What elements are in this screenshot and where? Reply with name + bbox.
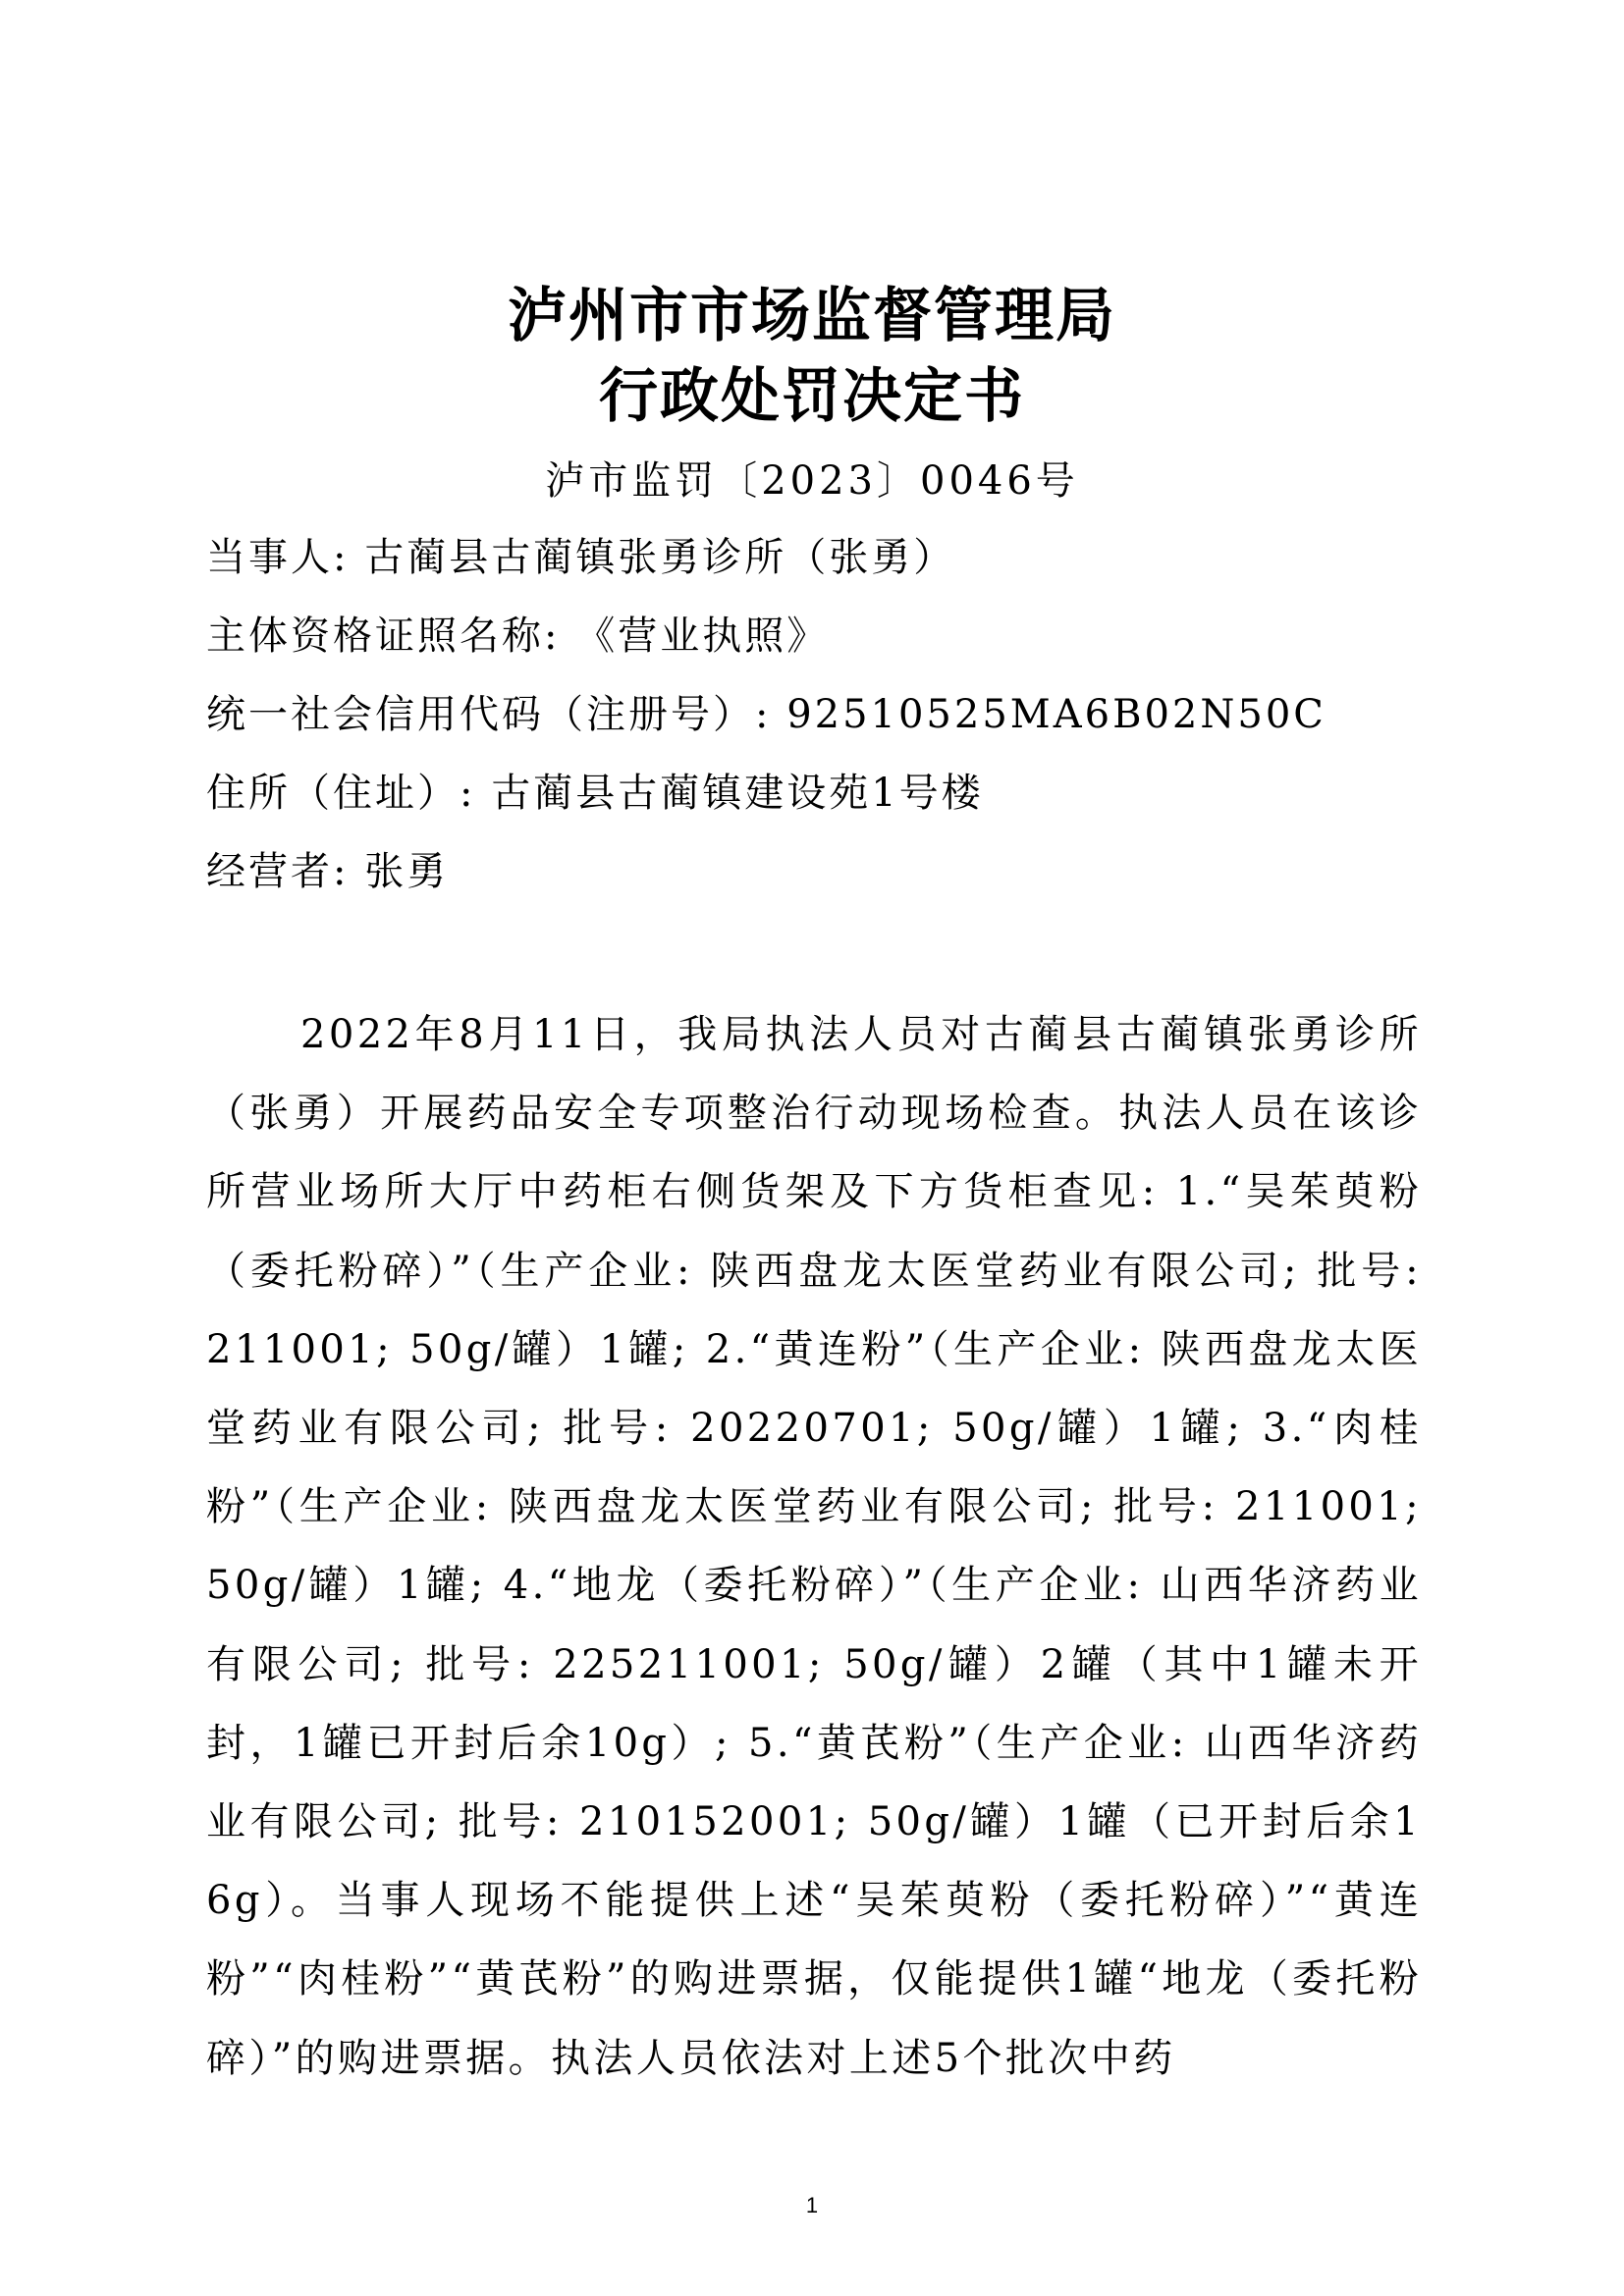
credit-code: 统一社会信用代码（注册号）: 92510525MA6B02N50C [206,692,1326,737]
party-name: 当事人: 古蔺县古蔺镇张勇诊所（张勇） [206,535,956,580]
body-paragraph: 2022年8月11日，我局执法人员对古蔺县古蔺镇张勇诊所（张勇）开展药品安全专项整治行动现场检查。执法人员在该诊所营业场所大厅中药柜右侧货架及下方货柜查见: 1.“吴茱萸粉（委托粉碎）”（生产企业: 陕西盘龙太医堂药业有限公司; 批号: 211001; 50g/罐）1罐; 2.“黄连粉”（生产企业: 陕西盘龙太医堂药业有限公司; 批号: 20220701; 50g/罐）1罐; 3.“肉桂粉”（生产企业: 陕西盘龙太医堂药业有限公司; 批号: 211001; 50g/罐）1罐; 4.“地龙（委托粉碎）”（生产企业: 山西华济药业有限公司; 批号: 225211001; 50g/罐）2罐（其中1罐未开封，1罐已开封后余10g）; 5.“黄芪粉”（生产企业: 山西华济药业有限公司; 批号: 210152001; 50g/罐）1罐（已开封后余16g）。当事人现场不能提供上述“吴茱萸粉（委托粉碎）”“黄连粉”“肉桂粉”“黄芪粉”的购进票据，仅能提供1罐“地龙（委托粉碎）”的购进票据。执法人员依法对上述5个批次中药 [206,1012,1422,2081]
operator: 经营者: 张勇 [206,849,450,894]
document-title-agency: 泸州市市场监督管理局 [508,282,1116,350]
address: 住所（住址）: 古蔺县古蔺镇建设苑1号楼 [206,771,984,816]
license-name: 主体资格证照名称: 《营业执照》 [206,614,830,659]
document-number: 泸市监罚〔2023〕0046号 [545,458,1079,504]
party-info-list [206,518,1483,911]
page-number: 1 [805,2193,819,2217]
document-title-type: 行政处罚决定书 [599,362,1025,431]
